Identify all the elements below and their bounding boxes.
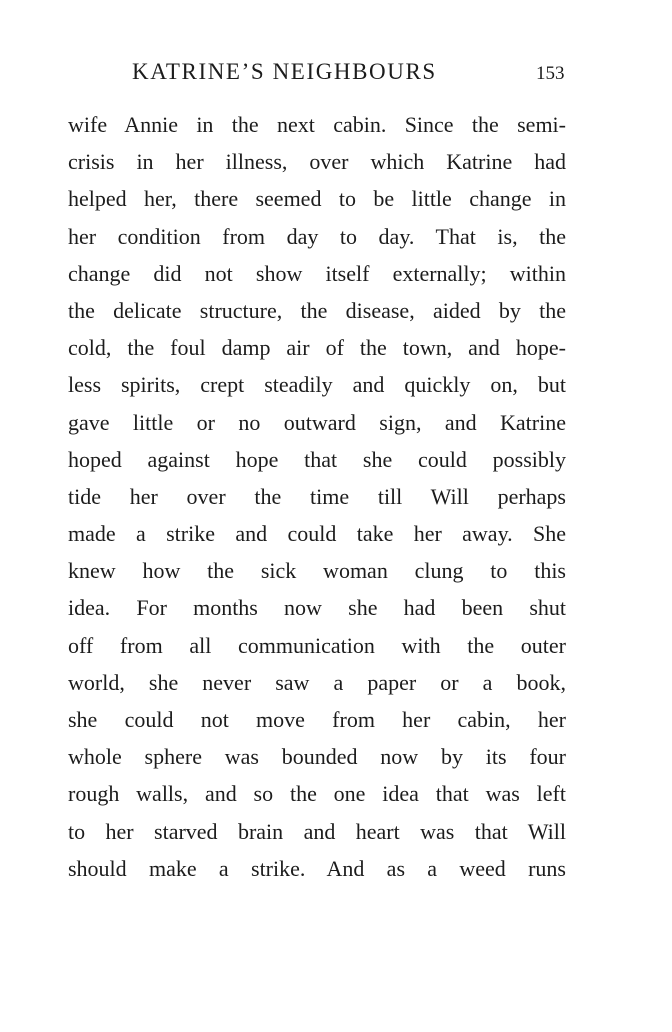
text-line: she could not move from her cabin, her — [68, 707, 566, 732]
text-line: her condition from day to day. That is, the — [68, 223, 566, 249]
text-line: world, she never saw a paper or a book, — [68, 669, 566, 695]
text-line: idea. For months now she had been shut — [68, 595, 566, 621]
text-line: to her starved brain and heart was that Will — [68, 818, 566, 844]
text-line: hoped against hope that she could possibly — [68, 446, 566, 472]
body-text — [68, 106, 566, 887]
text-line: less spirits, crept steadily and quickly on, but — [68, 372, 566, 398]
running-title: KATRINE’S NEIGHBOURS — [132, 59, 437, 84]
text-line: wife Annie in the next cabin. Since the semi- — [68, 112, 566, 137]
page-number: 153 — [536, 63, 565, 84]
text-line: change did not show itself externally; within — [68, 260, 566, 286]
text-line: knew how the sick woman clung to this — [68, 558, 566, 584]
text-line: off from all communication with the outer — [68, 632, 566, 658]
text-line: crisis in her illness, over which Katrine had — [68, 149, 566, 175]
text-line: helped her, there seemed to be little change in — [68, 186, 566, 212]
text-line: should make a strike. And as a weed runs — [68, 855, 566, 881]
text-line: made a strike and could take her away. She — [68, 521, 566, 547]
text-line: gave little or no outward sign, and Katrine — [68, 409, 566, 435]
text-line: tide her over the time till Will perhaps — [68, 483, 566, 509]
text-line: whole sphere was bounded now by its four — [68, 744, 566, 770]
text-line: cold, the foul damp air of the town, and hope- — [68, 335, 566, 361]
running-head — [0, 56, 672, 88]
text-line: the delicate structure, the disease, aided by the — [68, 297, 566, 323]
text-line: rough walls, and so the one idea that was left — [68, 781, 566, 807]
